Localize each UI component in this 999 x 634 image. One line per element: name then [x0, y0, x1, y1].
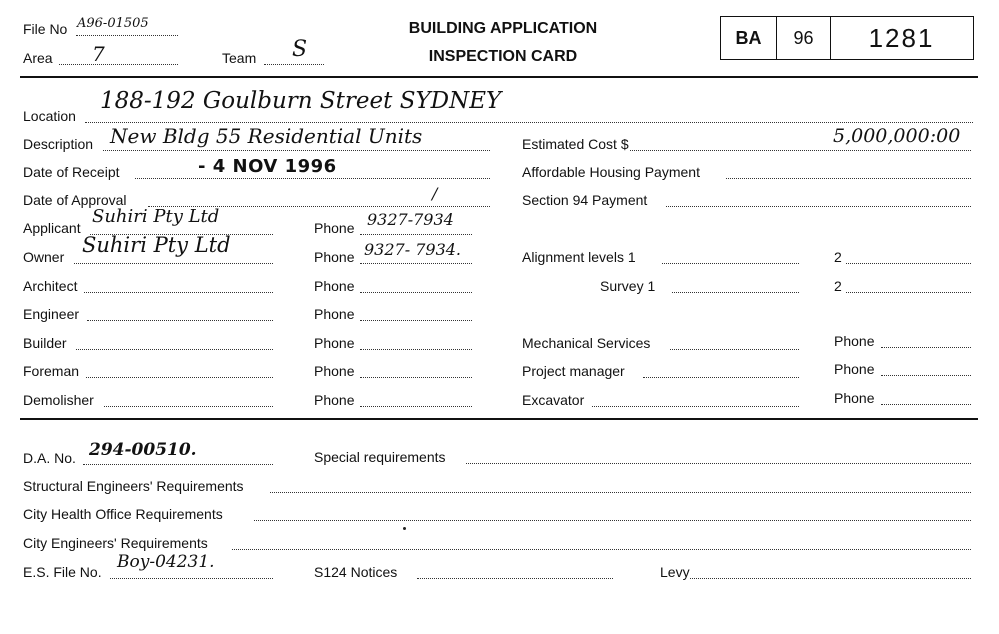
city-health-line [254, 520, 971, 521]
area-line [59, 64, 178, 65]
applicant-phone-line [360, 234, 472, 235]
builder-phone-label: Phone [314, 335, 355, 351]
owner-phone-line [360, 263, 472, 264]
project-manager-phone-label: Phone [834, 361, 875, 377]
builder-label: Builder [23, 335, 67, 351]
location-value: 188-192 Goulburn Street SYDNEY [100, 88, 502, 114]
file-no-label: File No [23, 21, 68, 37]
levy-label: Levy [660, 564, 690, 580]
location-label: Location [23, 108, 76, 124]
survey-1-line [672, 292, 799, 293]
foreman-phone-label: Phone [314, 363, 355, 379]
da-no-label: D.A. No. [23, 450, 76, 466]
owner-phone-value: 9327- 7934. [364, 240, 462, 259]
demolisher-phone-label: Phone [314, 392, 355, 408]
affordable-housing-label: Affordable Housing Payment [522, 164, 700, 180]
team-line [264, 64, 324, 65]
special-requirements-line [466, 463, 971, 464]
survey-label: Survey 1 [600, 278, 656, 294]
foreman-label: Foreman [23, 363, 80, 379]
date-approval-value: / [432, 184, 438, 203]
alignment-1-line [662, 263, 799, 264]
structural-engineers-label: Structural Engineers' Requirements [23, 478, 244, 494]
architect-phone-label: Phone [314, 278, 355, 294]
s124-notices-label: S124 Notices [314, 564, 398, 580]
project-manager-line [643, 377, 799, 378]
excavator-line [592, 406, 799, 407]
mechanical-services-label: Mechanical Services [522, 335, 651, 351]
area-value: 7 [92, 42, 105, 66]
city-engineers-label: City Engineers' Requirements [23, 535, 208, 551]
ref-year: 96 [777, 17, 831, 59]
section94-line [666, 206, 971, 207]
mechanical-phone-label: Phone [834, 333, 875, 349]
architect-label: Architect [23, 278, 78, 294]
description-line [103, 150, 490, 151]
location-line [85, 122, 973, 123]
engineer-label: Engineer [23, 306, 80, 322]
reference-box [720, 16, 974, 60]
ref-number: 1281 [868, 22, 935, 53]
estimated-cost-value: 5,000,000:00 [833, 125, 961, 147]
mechanical-services-line [670, 349, 799, 350]
owner-phone-label: Phone [314, 249, 355, 265]
structural-engineers-line [270, 492, 971, 493]
area-label: Area [23, 50, 53, 66]
owner-label: Owner [23, 249, 65, 265]
architect-phone-line [360, 292, 472, 293]
special-requirements-label: Special requirements [314, 449, 446, 465]
section94-label: Section 94 Payment [522, 192, 648, 208]
owner-line [74, 263, 273, 264]
owner-value: Suhiri Pty Ltd [82, 233, 231, 257]
engineer-phone-line [360, 320, 472, 321]
date-receipt-stamp: - 4 NOV 1996 [198, 156, 337, 177]
excavator-label: Excavator [522, 392, 585, 408]
project-manager-phone-line [881, 375, 971, 376]
team-value: S [292, 37, 308, 62]
header-divider [20, 76, 978, 78]
description-label: Description [23, 136, 94, 152]
excavator-phone-label: Phone [834, 390, 875, 406]
estimated-cost-line [630, 150, 971, 151]
ref-prefix: BA [721, 17, 777, 59]
alignment-levels-label: Alignment levels 1 [522, 249, 636, 265]
applicant-phone-label: Phone [314, 220, 355, 236]
title-line-1: BUILDING APPLICATION [408, 20, 598, 37]
builder-line [76, 349, 273, 350]
engineer-phone-label: Phone [314, 306, 355, 322]
title-line-2: INSPECTION CARD [428, 48, 578, 65]
excavator-phone-line [881, 404, 971, 405]
engineer-line [87, 320, 273, 321]
file-no-line [76, 35, 178, 36]
date-receipt-line [135, 178, 490, 179]
demolisher-line [104, 406, 273, 407]
description-value: New Bldg 55 Residential Units [110, 124, 423, 148]
city-engineers-line [232, 549, 971, 550]
da-no-value: 294-00510. [89, 440, 197, 460]
survey-2-label: 2 [834, 278, 842, 294]
section-divider [20, 418, 978, 420]
builder-phone-line [360, 349, 472, 350]
file-no-value: A96-01505 [77, 16, 149, 31]
es-file-label: E.S. File No. [23, 564, 102, 580]
ink-speck [403, 527, 406, 530]
affordable-housing-line [726, 178, 971, 179]
demolisher-label: Demolisher [23, 392, 94, 408]
city-health-label: City Health Office Requirements [23, 506, 223, 522]
date-receipt-label: Date of Receipt [23, 164, 120, 180]
date-approval-label: Date of Approval [23, 192, 127, 208]
da-no-line [83, 464, 273, 465]
survey-2-line [846, 292, 971, 293]
team-label: Team [222, 50, 257, 66]
s124-notices-line [417, 578, 613, 579]
architect-line [84, 292, 273, 293]
demolisher-phone-line [360, 406, 472, 407]
es-file-value: Boy-04231. [117, 552, 215, 572]
alignment-2-line [846, 263, 971, 264]
levy-line [690, 578, 971, 579]
estimated-cost-label: Estimated Cost $ [522, 136, 629, 152]
alignment-2-label: 2 [834, 249, 842, 265]
project-manager-label: Project manager [522, 363, 625, 379]
foreman-line [86, 377, 273, 378]
applicant-label: Applicant [23, 220, 81, 236]
mechanical-phone-line [881, 347, 971, 348]
applicant-value: Suhiri Pty Ltd [92, 206, 220, 227]
foreman-phone-line [360, 377, 472, 378]
es-file-line [110, 578, 273, 579]
applicant-phone-value: 9327-7934 [367, 210, 454, 229]
